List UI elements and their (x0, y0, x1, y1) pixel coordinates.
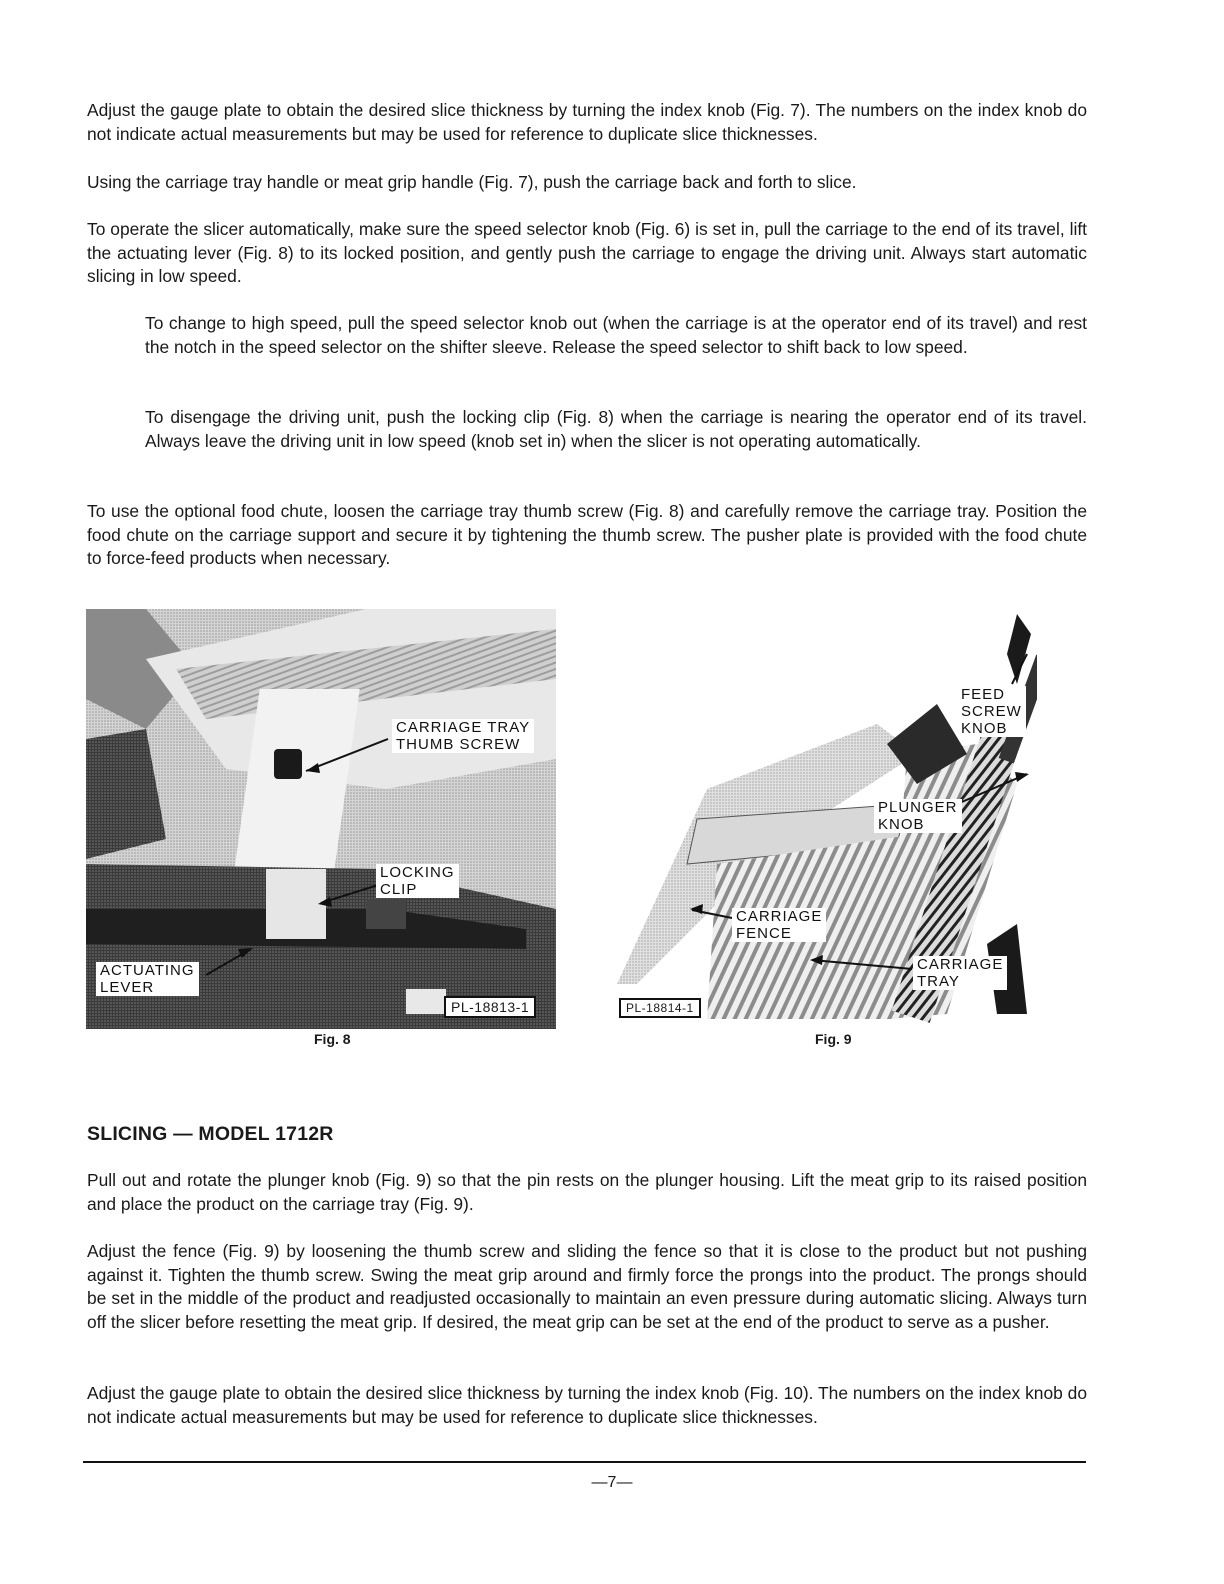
callout-text-line: CARRIAGE (736, 908, 823, 925)
callout-plunger-knob (874, 799, 962, 833)
callout-text-line: PLUNGER (878, 799, 958, 816)
callout-text-line: KNOB (961, 720, 1008, 737)
paragraph-gauge-plate-model: Adjust the gauge plate to obtain the desired slice thickness by turning the index knob (Fig. 10). The numbers on the index knob do not indicate actual measurements but may be used for reference to duplicate slice thicknesses. (87, 1383, 1087, 1427)
callout-carriage-fence (732, 908, 826, 942)
callout-text-line: LOCKING (380, 864, 455, 881)
figure-8 (86, 609, 556, 1029)
callout-text-line: FENCE (736, 925, 792, 942)
callout-feed-screw-knob (957, 686, 1026, 737)
page-number: —7— (591, 1474, 633, 1491)
plate-id-fig9: PL-18814-1 (619, 998, 701, 1018)
callout-text-line: FEED (961, 686, 1006, 703)
section-heading: SLICING — MODEL 1712R (87, 1123, 334, 1145)
paragraph-plunger-knob: Pull out and rotate the plunger knob (Fig. 9) so that the pin rests on the plunger housing. Lift the meat grip to its raised position and place the product on the carriage tray (Fig. 9). (87, 1170, 1087, 1214)
paragraph-gauge-plate: Adjust the gauge plate to obtain the desired slice thickness by turning the index knob (Fig. 7). The numbers on the index knob do not indicate actual measurements but may be used for reference to duplicate slice thicknesses. (87, 100, 1087, 144)
callout-text-line: CARRIAGE TRAY (396, 719, 531, 736)
paragraph-adjust-fence: Adjust the fence (Fig. 9) by loosening the thumb screw and sliding the fence so that it is close to the product but not pushing against it. Tighten the thumb screw. Swing the meat grip around and firmly force the prongs into the product. The prongs should be set in the middle of the product and readjusted occasionally to maintain an even pressure during automatic slicing. Always turn off the slicer before resetting the meat grip. If desired, the meat grip can be set at the end of the product to serve as a pusher. (87, 1241, 1087, 1332)
callout-text-line: CLIP (380, 881, 418, 898)
figure-9-caption: Fig. 9 (815, 1031, 852, 1047)
footer-rule (83, 1461, 1086, 1463)
callout-text-line: TRAY (917, 973, 960, 990)
callout-text-line: THUMB SCREW (396, 736, 521, 753)
callout-carriage-tray-thumb-screw (392, 719, 534, 753)
callout-locking-clip (376, 864, 459, 898)
callout-carriage-tray (913, 956, 1007, 990)
callout-text-line: ACTUATING (100, 962, 195, 979)
paragraph-carriage-handle: Using the carriage tray handle or meat grip handle (Fig. 7), push the carriage back and forth to slice. (87, 172, 857, 192)
callout-actuating-lever (96, 962, 199, 996)
figure-8-caption: Fig. 8 (314, 1031, 351, 1047)
paragraph-disengage: To disengage the driving unit, push the locking clip (Fig. 8) when the carriage is nearing the operator end of its travel. Always leave the driving unit in low speed (knob set in) when the slicer is not operating automatically. (145, 407, 1087, 451)
paragraph-food-chute: To use the optional food chute, loosen the carriage tray thumb screw (Fig. 8) and carefully remove the carriage tray. Position the food chute on the carriage support and secure it by tightening the thumb screw. The pusher plate is provided with the food chute to force-feed products when necessary. (87, 501, 1087, 569)
callout-text-line: CARRIAGE (917, 956, 1004, 973)
callout-text-line: KNOB (878, 816, 925, 833)
callout-text-line: LEVER (100, 979, 155, 996)
callout-text-line: SCREW (961, 703, 1022, 720)
figure-9 (617, 604, 1037, 1024)
paragraph-high-speed: To change to high speed, pull the speed selector knob out (when the carriage is at the operator end of its travel) and rest the notch in the speed selector on the shifter sleeve. Release the speed selector to shift back to low speed. (145, 313, 1087, 357)
paragraph-automatic-operation: To operate the slicer automatically, make sure the speed selector knob (Fig. 6) is set in, pull the carriage to the end of its travel, lift the actuating lever (Fig. 8) to its locked position, and gently push the carriage to engage the driving unit. Always start automatic slicing in low speed. (87, 219, 1087, 287)
plate-id-fig8: PL-18813-1 (444, 996, 536, 1018)
